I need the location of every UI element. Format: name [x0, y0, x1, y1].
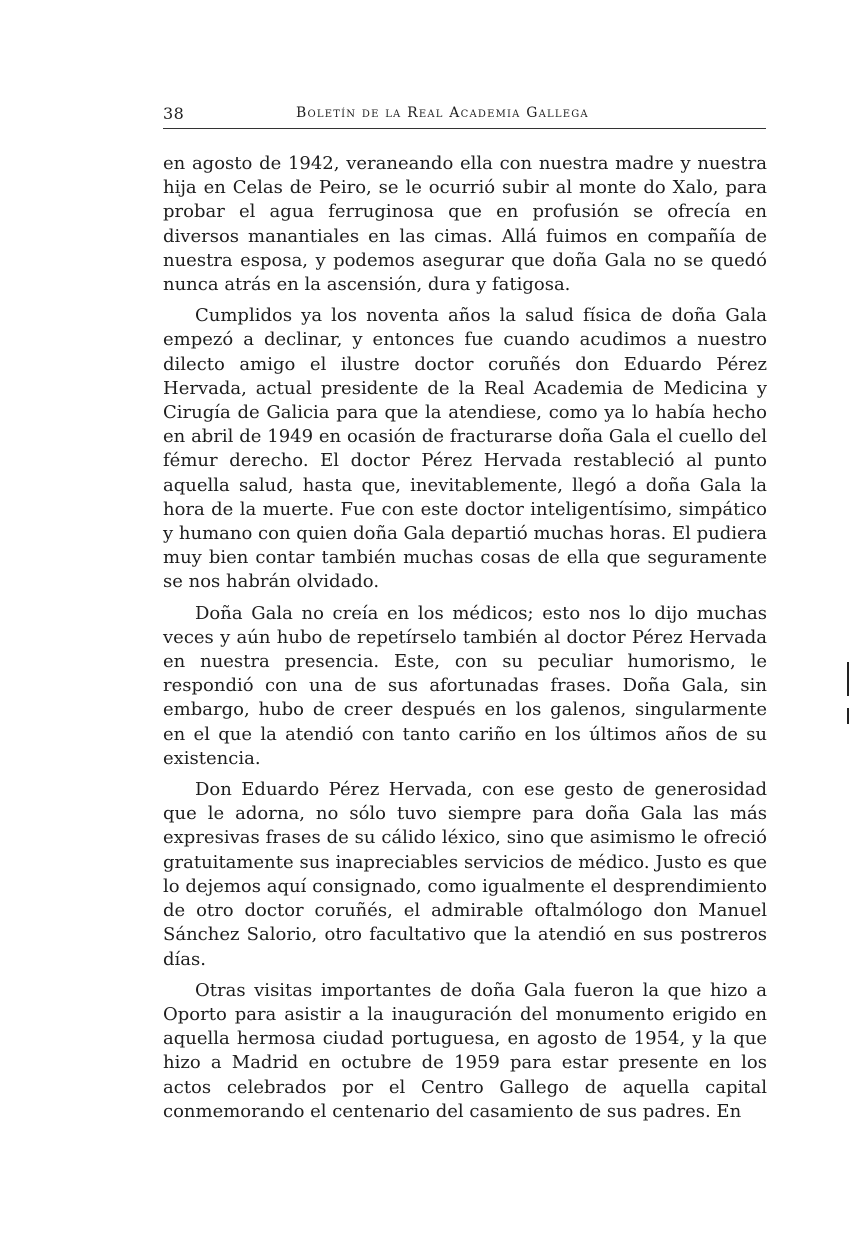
body-text: [163, 152, 767, 1124]
paragraph-health-decline: Cumplidos ya los noventa años la salud física de doña Gala empezó a declinar, y entonces fue cuando acudimos a nuestro dilecto amigo el ilustre doctor coruñés don Eduardo Pérez Hervada, actual presidente de la Real Academia de Medicina y Cirugía de Galicia para que la atendiese, como ya lo había hecho en abril de 1949 en ocasión de fracturarse doña Gala el cuello del fémur derecho. El doctor Pérez Hervada restableció al punto aquella salud, hasta que, inevitablemente, llegó a doña Gala la hora de la muerte. Fue con este doctor inteligentísimo, simpático y humano con quien doña Gala departió muchas horas. El pudiera muy bien contar también muchas cosas de ella que seguramente se nos habrán olvidado.: [163, 305, 767, 593]
paragraph-visits: Otras visitas importantes de doña Gala fueron la que hizo a Oporto para asistir a la inauguración del monumento erigido en aquella hermosa ciudad portuguesa, en agosto de 1954, y la que hizo a Madrid en octubre de 1959 para estar presente en los actos celebrados por el Centro Gallego de aquella capital conmemorando el centenario del casamiento de sus padres. En: [163, 979, 767, 1122]
paragraph-continuation: en agosto de 1942, veraneando ella con nuestra madre y nuestra hija en Celas de Peiro, se le ocurrió subir al monte do Xalo, para probar el agua ferruginosa que en profusión se ofrecía en diversos manantiales en las cimas. Allá fuimos en compañía de nuestra esposa, y podemos asegurar que doña Gala no se quedó nunca atrás en la ascensión, dura y fatigosa.: [163, 153, 767, 296]
margin-mark: [847, 708, 849, 724]
header-rule: [163, 128, 766, 129]
paragraph-perez-hervada: Don Eduardo Pérez Hervada, con ese gesto de generosidad que le adorna, no sólo tuvo siempre para doña Gala las más expresivas frases de su cálido léxico, sino que asimismo le ofreció gratuitamente sus inapreciables servicios de médico. Justo es que lo dejemos aquí consignado, como igualmente el desprendimiento de otro doctor coruñés, el admirable oftalmólogo don Manuel Sánchez Salorio, otro facultativo que la atendió en sus postreros días.: [163, 779, 767, 970]
paragraph-doctors: Doña Gala no creía en los médicos; esto nos lo dijo muchas veces y aún hubo de repetírselo también al doctor Pérez Hervada en nuestra presencia. Este, con su peculiar humorismo, le respondió con una de sus afortunadas frases. Doña Gala, sin embargo, hubo de creer después en los galenos, singularmente en el que la atendió con tanto cariño en los últimos años de su existencia.: [163, 602, 767, 769]
page-number: 38: [163, 104, 185, 123]
page-header: [163, 100, 766, 130]
margin-mark: [847, 662, 849, 696]
running-title: Boletín de la Real Academia Gallega: [296, 105, 589, 121]
